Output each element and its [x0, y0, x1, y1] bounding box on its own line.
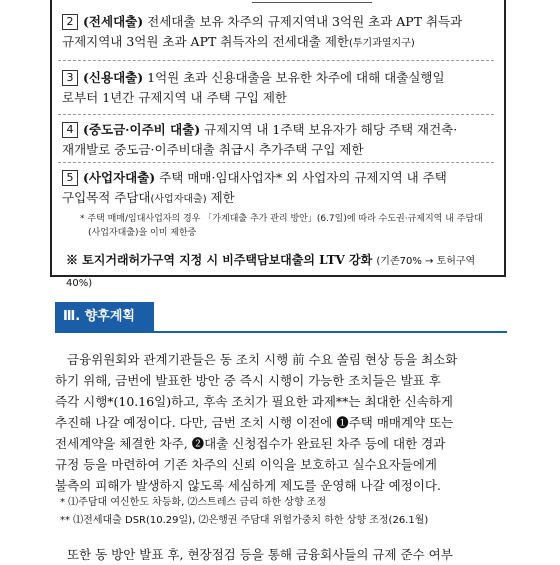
paragraph-line: 즉각 시행*(10.16일)하고, 후속 조치가 필요한 과제**는 최대한 신속하게 — [55, 394, 453, 409]
item-line2: 재개발로 중도금·이주비대출 취급시 추가주택 구입 제한 — [62, 142, 364, 157]
box-footnote-line1: * 주택 매매/임대사업자의 경우 「가계대출 추가 관리 방안」(6.7일)에 따라 수도권·규제지역 내 주담대 — [80, 214, 483, 224]
item-line2: 규제지역내 3억원 초과 APT 취득자의 전세대출 제한 — [62, 34, 349, 49]
footnote-2: ** ⑴전세대출 DSR(10.29일), ⑵은행권 주담대 위험가중치 하한 상향 조정(26.1월) — [60, 515, 429, 526]
item-line1: 전세대출 보유 차주의 규제지역내 3억원 초과 APT 취득과 — [143, 14, 463, 29]
item-line1: 규제지역 내 1주택 보유자가 해당 주택 재건축· — [200, 122, 458, 137]
item-title: (신용대출) — [83, 70, 144, 85]
paragraph-line: 하기 위해, 금번에 발표한 방안 중 즉시 시행이 가능한 조치들은 발표 후 — [55, 373, 441, 388]
item-title: (전세대출) — [83, 14, 144, 29]
item-line1: 1억원 초과 신용대출을 보유한 차주에 대해 대출실행일 — [143, 70, 445, 85]
item-line2-end: 제한 — [206, 190, 235, 205]
section-title: Ⅲ. 향후계획 — [55, 302, 154, 331]
paragraph-line: 금융위원회와 관계기관들은 동 조치 시행 前 수요 쏠림 현상 등을 최소화 — [67, 352, 458, 367]
paragraph-line: 규정 등을 마련하여 기존 차주의 신뢰 이익을 보호하고 실수요자들에게 — [55, 457, 437, 472]
next-paragraph-fragment: 또한 동 방안 발표 후, 현장점검 등을 통해 금융회사들의 규제 준수 여부 — [67, 547, 453, 562]
item-title: (사업자대출) — [83, 170, 156, 185]
box-bottom-note — [66, 250, 498, 294]
item-line2: 로부터 1년간 규제지역 내 주택 구입 제한 — [62, 90, 287, 105]
item-number-box: 2 — [62, 14, 78, 30]
section-rule — [55, 331, 507, 333]
future-plan-paragraph — [55, 349, 507, 496]
measures-box — [50, 0, 506, 289]
item-number-box: 4 — [62, 122, 78, 138]
paragraph-line: 전세계약을 체결한 차주, ❷대출 신청접수가 완료된 차주 등에 대한 경과 — [55, 436, 446, 451]
bottom-note-paren: (기존70% → 토허구역40%) — [66, 256, 476, 289]
divider — [58, 60, 494, 61]
measure-item-2 — [62, 12, 494, 54]
measure-item-4 — [62, 120, 494, 160]
top-fragment-underline — [252, 2, 372, 3]
item-title: (중도금·이주비 대출) — [83, 122, 201, 137]
item-line1: 주택 매매·임대사업자* 외 사업자의 규제지역 내 주택 — [155, 170, 447, 185]
item-line2-note: (사업자대출) — [150, 194, 207, 205]
footnote-1: * ⑴주담대 여신한도 차등화, ⑵스트레스 금리 하한 상향 조정 — [60, 497, 327, 508]
divider — [58, 162, 494, 163]
measure-item-5 — [62, 168, 494, 210]
item-line2: 구입목적 주담대 — [62, 190, 151, 205]
item-number-box: 5 — [62, 170, 78, 186]
measure-item-3 — [62, 68, 494, 108]
paragraph-line: 추진해 나갈 예정이다. 다만, 금번 조치 시행 이전에 ❶주택 매매계약 또는 — [55, 415, 454, 430]
bottom-note-text: ※ 토지거래허가구역 지정 시 비주택담보대출의 LTV 강화 — [66, 253, 373, 267]
box-footnote-line2: (사업자대출)을 이미 제한중 — [88, 228, 197, 238]
item-line2-note: (투기과열지구) — [349, 38, 415, 49]
paragraph-line: 불측의 피해가 발생하지 않도록 세심하게 제도를 운영해 나갈 예정이다. — [55, 478, 441, 493]
item-number-box: 3 — [62, 70, 78, 86]
divider — [58, 114, 494, 115]
